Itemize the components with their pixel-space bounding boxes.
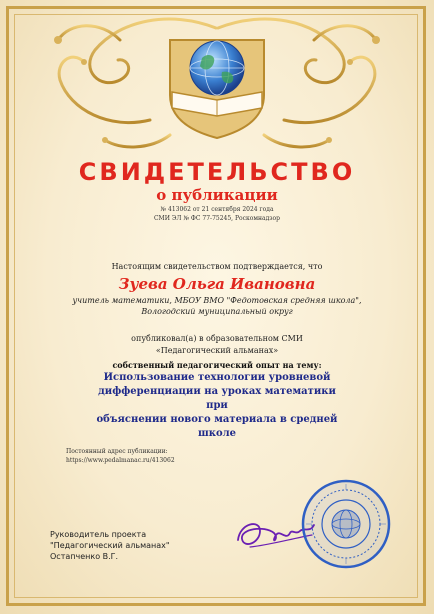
recipient-name: Зуева Ольга Ивановна	[118, 275, 316, 293]
topic-line2: дифференциации на уроках математики при	[98, 386, 336, 411]
recipient-position-line1: учитель математики, МБОУ ВМО "Федотовская средняя школа",	[72, 296, 362, 305]
head-title: Руководитель проекта	[50, 530, 147, 539]
confirm-text: Настоящим свидетельством подтверждается, что	[111, 262, 323, 271]
address-label: Постоянный адрес публикации:	[66, 448, 168, 455]
head-name: Остапченко В.Г.	[50, 552, 119, 561]
smi-registration: СМИ ЭЛ № ФС 77-75245, Роскомнадзор	[153, 215, 281, 222]
recipient-position-line2: Вологодский муниципальный округ	[141, 307, 293, 316]
certificate-number: № 413062 от 21 сентября 2024 года	[160, 206, 274, 213]
publication-topic	[90, 371, 344, 441]
published-line1: опубликовал(а) в образовательном СМИ	[131, 334, 303, 343]
topic-line1: Использование технологии уровневой	[103, 372, 331, 383]
topic-line3: объяснении нового материала в средней школе	[96, 414, 338, 439]
theme-label: собственный педагогический опыт на тему:	[112, 360, 322, 370]
certificate-title: СВИДЕТЕЛЬСТВО	[78, 158, 356, 186]
gold-ornament-icon	[0, 0, 434, 160]
published-line2: «Педагогический альманах»	[155, 346, 279, 355]
certificate-subtitle: о публикации	[156, 186, 278, 204]
address-url[interactable]: https://www.pedalmanac.ru/413062	[66, 457, 175, 464]
head-project: "Педагогический альманах"	[50, 541, 170, 550]
round-seal-icon	[300, 478, 392, 570]
